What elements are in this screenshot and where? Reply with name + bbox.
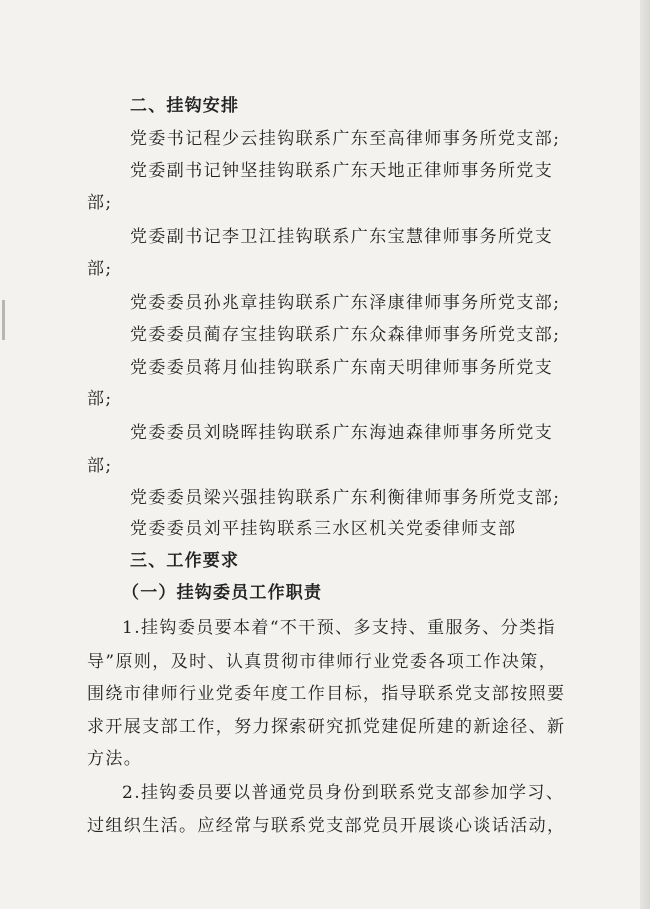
assignment-line: 党委副书记李卫江挂钩联系广东宝慧律师事务所党支 [130,227,554,247]
subsection1-heading: （一）挂钩委员工作职责 [122,583,323,603]
assignment-line: 党委委员蔺存宝挂钩联系广东众森律师事务所党支部; [130,325,561,345]
assignment-line: 党委委员刘平挂钩联系三水区机关党委律师支部 [130,519,517,539]
assignment-line-wrap: 部; [87,456,113,476]
paragraph-line: 求开展支部工作，努力探索研究抓党建促所建的新途径、新 [87,717,566,737]
assignment-line-wrap: 部; [87,193,113,213]
scan-margin-mark [2,300,5,340]
assignment-line: 党委委员梁兴强挂钩联系广东利衡律师事务所党支部; [130,488,561,508]
assignment-line: 党委委员刘晓晖挂钩联系广东海迪森律师事务所党支 [130,423,554,443]
assignment-line: 党委委员蒋月仙挂钩联系广东南天明律师事务所党支 [130,358,554,378]
section3-heading: 三、工作要求 [130,551,240,571]
paragraph-line: 方法。 [87,749,143,769]
section2-heading: 二、挂钩安排 [130,96,240,116]
assignment-line: 党委委员孙兆章挂钩联系广东泽康律师事务所党支部; [130,293,561,313]
paragraph-line: 导”原则，及时、认真贯彻市律师行业党委各项工作决策， [87,652,558,672]
paragraph-line: 2.挂钩委员要以普通党员身份到联系党支部参加学习、 [122,783,565,803]
assignment-line-wrap: 部; [87,389,113,409]
assignment-line-wrap: 部; [87,259,113,279]
assignment-line: 党委书记程少云挂钩联系广东至高律师事务所党支部; [130,129,561,149]
paragraph-line: 1.挂钩委员要本着“不干预、多支持、重服务、分类指 [122,618,556,638]
paragraph-line: 过组织生活。应经常与联系党支部党员开展谈心谈话活动， [87,816,566,836]
page-edge-shadow [640,0,650,909]
assignment-line: 党委副书记钟坚挂钩联系广东天地正律师事务所党支 [130,161,554,181]
paragraph-line: 围绕市律师行业党委年度工作目标，指导联系党支部按照要 [87,684,566,704]
